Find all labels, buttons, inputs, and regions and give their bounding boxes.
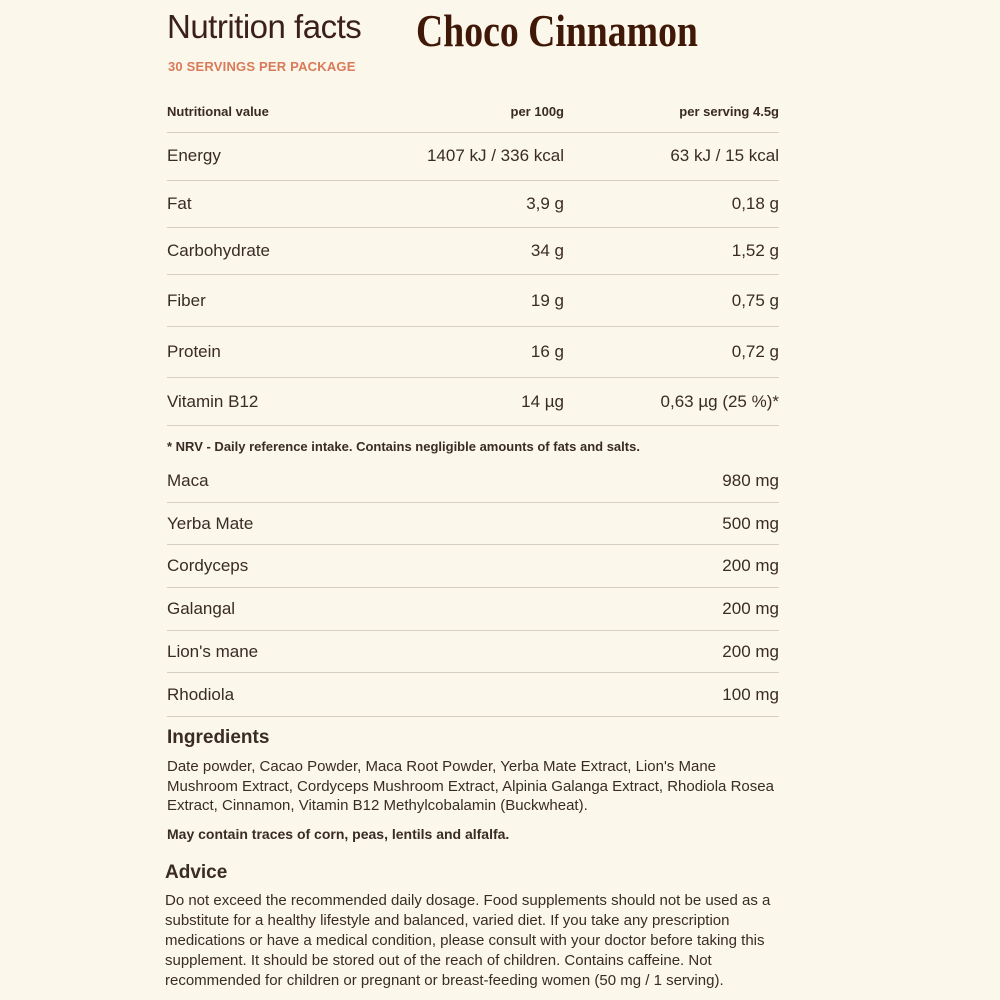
- ingredients-heading: Ingredients: [167, 727, 270, 748]
- extract-name: Yerba Mate: [167, 513, 254, 533]
- advice-heading: Advice: [165, 862, 228, 883]
- extract-name: Lion's mane: [167, 641, 259, 661]
- extract-name: Rhodiola: [167, 684, 235, 704]
- nutrition-table-header: [167, 104, 779, 133]
- nutrient-per-100g: 1407 kJ / 336 kcal: [426, 146, 564, 165]
- nutrient-name: Fiber: [167, 290, 206, 310]
- nutrient-name: Vitamin B12: [167, 391, 259, 411]
- table-row: [167, 275, 779, 327]
- nutrient-per-serving: 63 kJ / 15 kcal: [670, 146, 779, 165]
- nutrient-per-serving: 0,75 g: [731, 290, 779, 310]
- extract-amount: 980 mg: [722, 471, 779, 490]
- allergen-traces: May contain traces of corn, peas, lentils and alfalfa.: [167, 826, 510, 842]
- nutrient-per-100g: 14 µg: [521, 391, 564, 411]
- nutrient-per-serving: 0,63 µg (25 %)*: [660, 391, 779, 411]
- nutrient-name: Protein: [167, 342, 221, 361]
- extract-amount: 200 mg: [722, 599, 779, 618]
- table-row: [167, 132, 779, 181]
- table-row: [167, 503, 779, 545]
- page-title: Nutrition facts: [167, 8, 362, 45]
- nutrient-per-100g: 19 g: [530, 290, 564, 310]
- extract-name: Cordyceps: [167, 556, 249, 575]
- column-header-nutritional-value: Nutritional value: [167, 104, 269, 119]
- nrv-footnote: * NRV - Daily reference intake. Contains negligible amounts of fats and salts.: [167, 439, 640, 454]
- table-row: [167, 588, 779, 631]
- table-row: [167, 228, 779, 275]
- table-row: [167, 545, 779, 588]
- table-row: [167, 327, 779, 378]
- extract-amount: 200 mg: [722, 641, 779, 661]
- column-header-per-100g: per 100g: [510, 104, 564, 119]
- nutrient-name: Fat: [167, 194, 192, 213]
- nutrient-per-serving: 0,72 g: [731, 342, 779, 361]
- table-row: [167, 378, 779, 426]
- nutrient-per-serving: 1,52 g: [731, 241, 779, 260]
- table-row: [167, 460, 779, 503]
- table-row: [167, 181, 779, 228]
- column-header-per-serving: per serving 4.5g: [679, 104, 779, 119]
- extract-name: Maca: [167, 471, 209, 490]
- ingredients-text: Date powder, Cacao Powder, Maca Root Powder, Yerba Mate Extract, Lion's Mane Mushroom Extract, Cordyceps Mushroom Extract, Alpinia Galanga Extract, Rhodiola Rosea Extract, Cinnamon, Vitamin B12 Methylcobalamin (Buckwheat).: [167, 758, 774, 814]
- nutrient-per-100g: 16 g: [530, 342, 564, 361]
- extract-name: Galangal: [167, 599, 236, 618]
- nutrient-per-100g: 34 g: [530, 241, 564, 260]
- servings-per-package: 30 SERVINGS PER PACKAGE: [168, 59, 356, 74]
- nutrient-name: Carbohydrate: [167, 241, 271, 260]
- advice-text: Do not exceed the recommended daily dosage. Food supplements should not be used as a substitute for a healthy lifestyle and balanced, varied diet. If you take any prescription medications or have a medical condition, please consult with your doctor before taking this supplement. It should be stored out of the reach of children. Contains caffeine. Not recommended for children or pregnant or breast-feeding women (50 mg / 1 serving).: [165, 892, 771, 989]
- nutrient-per-100g: 3,9 g: [526, 194, 564, 213]
- table-row: [167, 673, 779, 717]
- extract-amount: 100 mg: [722, 684, 779, 704]
- extract-amount: 200 mg: [722, 556, 779, 575]
- nutrient-name: Energy: [167, 146, 221, 165]
- nutrient-per-serving: 0,18 g: [731, 194, 779, 213]
- extract-amount: 500 mg: [722, 513, 779, 533]
- product-name: Choco Cinnamon: [416, 5, 698, 56]
- table-row: [167, 631, 779, 673]
